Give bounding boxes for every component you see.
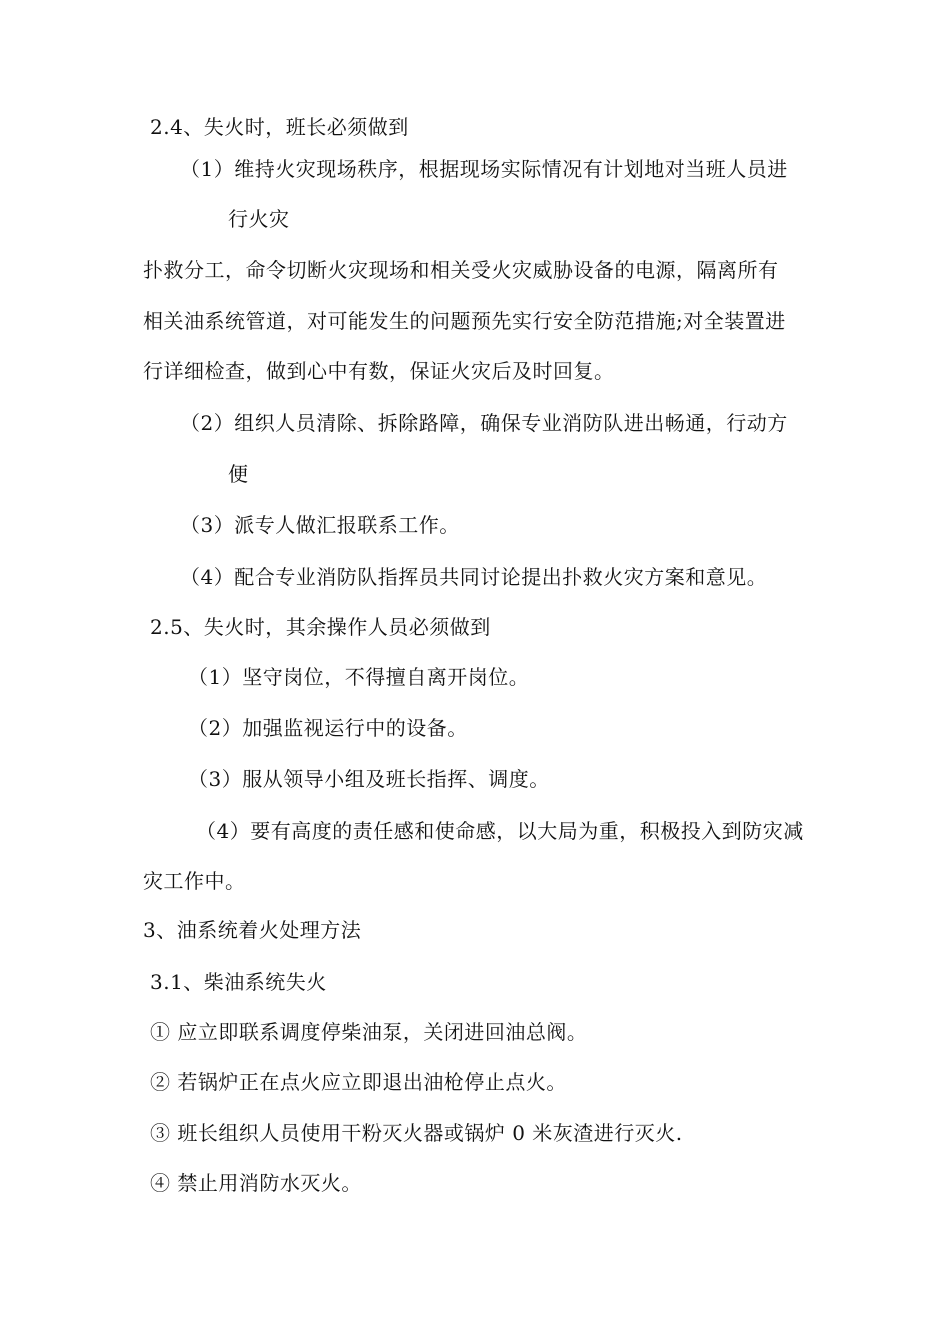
paragraph-item-4-cont: 灾工作中。 (143, 869, 246, 893)
paragraph-item-2: （2）加强监视运行中的设备。 (188, 716, 468, 740)
paragraph-item-4: （4）要有高度的责任感和使命感，以大局为重，积极投入到防灾减 (196, 819, 804, 843)
heading-2-5: 2.5、失火时，其余操作人员必须做到 (150, 615, 491, 639)
heading-3: 3、油系统着火处理方法 (143, 918, 362, 942)
paragraph-item-1: （1）坚守岗位，不得擅自离开岗位。 (188, 665, 530, 689)
paragraph-item-4: （4）配合专业消防队指挥员共同讨论提出扑救火灾方案和意见。 (180, 565, 768, 589)
paragraph-line: 行详细检查，做到心中有数，保证火灾后及时回复。 (143, 359, 615, 383)
paragraph-line: 相关油系统管道，对可能发生的问题预先实行安全防范措施;对全装置进 (143, 309, 786, 333)
heading-2-4: 2.4、失火时，班长必须做到 (150, 115, 409, 139)
paragraph-item-1: （1）维持火灾现场秩序，根据现场实际情况有计划地对当班人员进 (180, 157, 788, 181)
paragraph-line: 扑救分工，命令切断火灾现场和相关受火灾威胁设备的电源，隔离所有 (143, 258, 779, 282)
paragraph-item-3: （3）派专人做汇报联系工作。 (180, 513, 460, 537)
list-item-4: ④ 禁止用消防水灭火。 (150, 1171, 362, 1195)
paragraph-item-2-cont: 便 (228, 462, 249, 486)
paragraph-item-2: （2）组织人员清除、拆除路障，确保专业消防队进出畅通，行动方 (180, 411, 788, 435)
paragraph-item-1-cont: 行火灾 (228, 207, 290, 231)
list-item-1: ① 应立即联系调度停柴油泵，关闭进回油总阀。 (150, 1020, 588, 1044)
list-item-2: ② 若锅炉正在点火应立即退出油枪停止点火。 (150, 1070, 567, 1094)
heading-3-1: 3.1、柴油系统失火 (150, 970, 327, 994)
paragraph-item-3: （3）服从领导小组及班长指挥、调度。 (188, 767, 550, 791)
list-item-3: ③ 班长组织人员使用干粉灭火器或锅炉 0 米灰渣进行灭火. (150, 1121, 683, 1145)
